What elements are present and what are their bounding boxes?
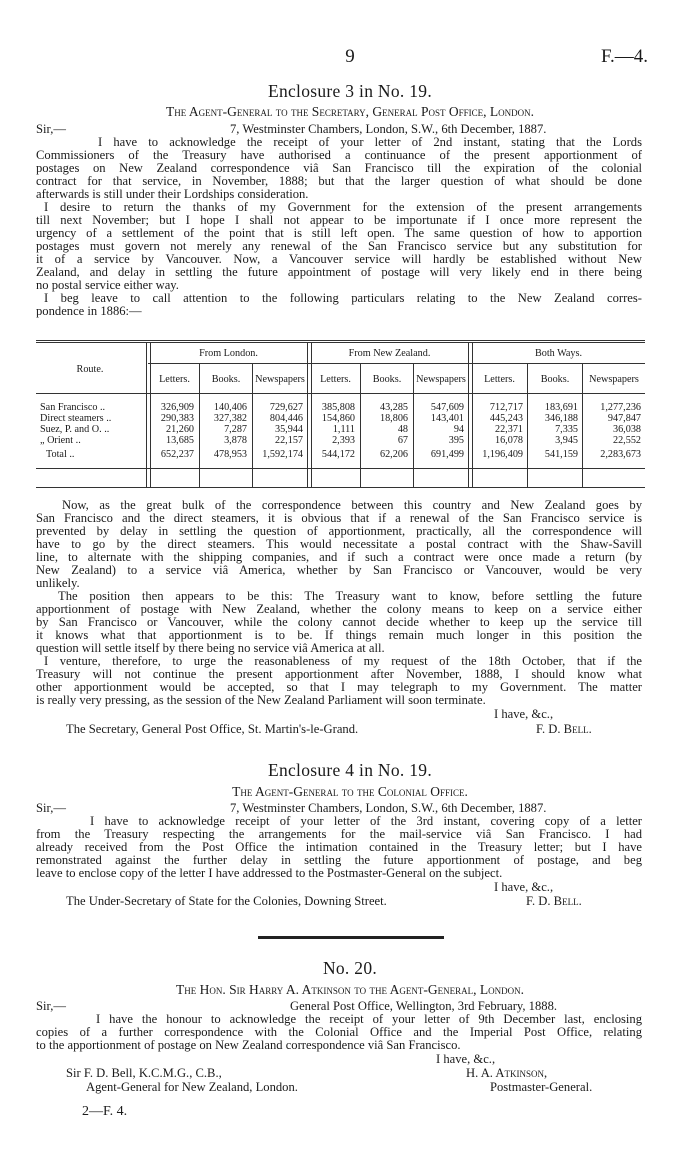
table-cell: 36,038 <box>612 424 641 435</box>
table-rule <box>36 487 645 488</box>
table-cell: 62,206 <box>379 449 408 460</box>
text-line: I venture, therefore, to urge the reasonableness of my request of the 18th October, that if the <box>44 654 642 668</box>
table-group-header: From New Zealand. <box>348 348 431 359</box>
no-20-heading: No. 20. <box>322 958 378 978</box>
table-cell: 290,383 <box>160 413 194 424</box>
table-column-header: Letters. <box>484 374 515 385</box>
no-20-signature-name: H. A. Atkinson, <box>466 1066 548 1080</box>
table-cell: 48 <box>397 424 408 435</box>
table-cell: 16,078 <box>494 435 523 446</box>
text-line: other apportionment would be accepted, so that I may telegraph to my Government. The matter <box>36 680 642 694</box>
session-reference: F.—4. <box>600 46 648 67</box>
table-rule <box>148 363 645 364</box>
table-cell: 445,243 <box>489 413 523 424</box>
table-cell: 804,446 <box>269 413 303 424</box>
no-20-salutation: Sir,— <box>36 999 66 1013</box>
text-line: till next November; but I hope I shall not appear to be importunate if I once more represent the <box>36 213 642 227</box>
no-20-address: General Post Office, Wellington, 3rd February, 1888. <box>290 999 558 1013</box>
table-cell: 3,878 <box>224 435 247 446</box>
text-line: contract for that service, in November, 1888; but that the larger question of what should be done <box>36 174 642 188</box>
text-line: unlikely. <box>36 576 80 590</box>
text-line: New Zealand) to a service viâ America, whether by San Francisco or Vancouver, would be very <box>36 563 642 577</box>
enclosure-3-from-to: The Agent-General to the Secretary, General Post Office, London. <box>166 104 534 119</box>
text-line: by San Francisco or Vancouver, while the colony cannot decide whether to keep up the service till <box>36 615 642 629</box>
table-column-header: Books. <box>372 374 402 385</box>
text-line: leave to enclose copy of the letter I have addressed to the Postmaster-General on the subject. <box>36 866 503 880</box>
text-line: Now, as the great bulk of the correspondence between this country and New Zealand goes by <box>62 498 642 512</box>
no-20-addressee-line-2: Agent-General for New Zealand, London. <box>86 1080 298 1094</box>
text-line: copies of a further correspondence with the Colonial Office and the Imperial Post Office, relating <box>36 1025 642 1039</box>
page-footer: 2—F. 4. <box>82 1104 128 1119</box>
table-cell: 7,335 <box>555 424 578 435</box>
page-number: 9 <box>345 46 355 67</box>
table-cell: 547,609 <box>430 402 464 413</box>
table-cell: 385,808 <box>321 402 355 413</box>
enclosure-4-signature: F. D. Bell. <box>526 894 582 908</box>
text-line: remonstrated against the further delay in settling the future apportionment of postage, and beg <box>36 853 642 867</box>
table-cell: 544,172 <box>321 449 355 460</box>
text-line: apportionment of postage with New Zealand, whether the colony means to keep on a service either <box>36 602 642 616</box>
table-cell: 154,860 <box>321 413 355 424</box>
table-cell: 712,717 <box>489 402 523 413</box>
no-20-from-to: The Hon. Sir Harry A. Atkinson to the Agent-General, London. <box>176 982 524 997</box>
table-cell: 21,260 <box>165 424 194 435</box>
table-cell: 3,945 <box>555 435 578 446</box>
table-cell: 22,552 <box>612 435 641 446</box>
text-line: have to go by the direct steamers. This would necessitate a postal contract with the Shaw-Savill <box>36 537 642 551</box>
text-line: pondence in 1886:— <box>36 304 142 318</box>
table-cell: 327,382 <box>213 413 247 424</box>
table-column-header: Newspapers <box>416 374 466 385</box>
table-column-header: Letters. <box>320 374 351 385</box>
table-cell: 67 <box>397 435 408 446</box>
text-line: The position then appears to be this: The Treasury want to know, before settling the future <box>58 589 642 603</box>
enclosure-4-address: 7, Westminster Chambers, London, S.W., 6th December, 1887. <box>230 801 547 815</box>
enclosure-3-salutation: Sir,— <box>36 122 66 136</box>
table-cell: 2,283,673 <box>600 449 641 460</box>
text-line: Commissioners of the Treasury have authorised a continuance of the present apportionment of <box>36 148 642 162</box>
enclosure-4-heading: Enclosure 4 in No. 19. <box>267 760 433 780</box>
table-cell: 7,287 <box>224 424 247 435</box>
table-rule <box>36 468 645 469</box>
table-route-cell: Suez, P. and O. .. <box>40 424 110 435</box>
text-line: Treasury will not continue the present apportionment after November, 1888, I should know what <box>36 667 642 681</box>
table-cell: 18,806 <box>379 413 408 424</box>
table-rule <box>36 340 645 341</box>
text-line: afterwards is still under their Lordships consideration. <box>36 187 309 201</box>
correspondence-table <box>36 340 645 489</box>
enclosure-4-from-to: The Agent-General to the Colonial Office. <box>232 784 468 799</box>
section-divider <box>258 936 444 939</box>
table-route-header: Route. <box>76 364 104 375</box>
enclosure-3-addressee: The Secretary, General Post Office, St. Martin's-le-Grand. <box>66 722 359 736</box>
table-route-cell: Direct steamers .. <box>40 413 112 424</box>
table-rule <box>36 393 645 394</box>
table-cell: 94 <box>453 424 464 435</box>
table-cell: 947,847 <box>607 413 641 424</box>
table-cell: 1,196,409 <box>482 449 523 460</box>
table-cell: 140,406 <box>213 402 247 413</box>
table-cell: 1,111 <box>332 424 355 435</box>
table-cell: 652,237 <box>160 449 194 460</box>
table-cell: 541,159 <box>544 449 578 460</box>
enclosure-4-closing: I have, &c., <box>494 880 554 894</box>
table-cell: 1,277,236 <box>600 402 641 413</box>
text-line: San Francisco and the direct steamers, it is obvious that if a renewal of the San Francisco service is <box>36 511 642 525</box>
no-20-signature-title: Postmaster-General. <box>490 1080 593 1094</box>
table-route-cell: San Francisco .. <box>40 402 106 413</box>
table-cell: 143,401 <box>430 413 464 424</box>
text-line: postages must govern not merely any renewal of the San Francisco service but any substitution for <box>36 239 642 253</box>
table-cell: 183,691 <box>544 402 578 413</box>
text-line: I have the honour to acknowledge the receipt of your letter of 9th December last, enclosing <box>96 1012 642 1026</box>
text-line: it knows what that apportionment is to be. If things remain much longer in this position the <box>36 628 642 642</box>
table-column-header: Newspapers <box>589 374 639 385</box>
table-cell: 43,285 <box>379 402 408 413</box>
table-column-header: Newspapers <box>255 374 305 385</box>
text-line: prevented by delay in settling the question of apportionment, practically, all the correspondence will <box>36 524 642 538</box>
table-cell: 395 <box>448 435 464 446</box>
table-column-header: Books. <box>211 374 241 385</box>
text-line: I have to acknowledge the receipt of your letter of 2nd instant, stating that the Lords <box>98 135 642 149</box>
enclosure-4-addressee: The Under-Secretary of State for the Colonies, Downing Street. <box>66 894 387 908</box>
text-line: to the apportionment of postage on New Zealand correspondence viâ San Francisco. <box>36 1038 461 1052</box>
table-cell: 1,592,174 <box>262 449 303 460</box>
table-cell: 346,188 <box>544 413 578 424</box>
table-cell: 691,499 <box>430 449 464 460</box>
enclosure-4-salutation: Sir,— <box>36 801 66 815</box>
text-line: from the Treasury respecting the arrangements for the mail-service viâ San Francisco. I had <box>36 827 642 841</box>
table-cell: 478,953 <box>213 449 247 460</box>
table-rule <box>36 342 645 343</box>
text-line: already received from the Post Office the intimation contained in the Treasury letter; but I have <box>36 840 642 854</box>
enclosure-3-closing: I have, &c., <box>494 707 554 721</box>
enclosure-3-heading: Enclosure 3 in No. 19. <box>267 81 433 101</box>
text-line: postages on New Zealand correspondence viâ San Francisco till the expiration of the colonial <box>36 161 642 175</box>
table-cell: 22,157 <box>274 435 303 446</box>
table-cell: 729,627 <box>269 402 303 413</box>
text-line: I desire to return the thanks of my Government for the extension of the present arrangements <box>44 200 642 214</box>
text-line: is really very pressing, as the session of the New Zealand Parliament will soon terminate. <box>36 693 486 707</box>
table-cell: 35,944 <box>274 424 303 435</box>
enclosure-3-signature: F. D. Bell. <box>536 722 592 736</box>
table-cell: 22,371 <box>494 424 523 435</box>
no-20-closing: I have, &c., <box>436 1052 496 1066</box>
text-line: question will settle itself by there being no service viâ America at all. <box>36 641 385 655</box>
table-group-header: From London. <box>199 348 258 359</box>
text-line: I have to acknowledge receipt of your letter of the 3rd instant, covering copy of a letter <box>90 814 642 828</box>
table-column-header: Letters. <box>159 374 190 385</box>
text-line: urgency of a settlement of the point that is still left open. The same question of how to apportion <box>36 226 642 240</box>
table-cell: 13,685 <box>165 435 194 446</box>
no-20-addressee-line-1: Sir F. D. Bell, K.C.M.G., C.B., <box>66 1066 222 1080</box>
table-cell: 326,909 <box>160 402 194 413</box>
text-line: I beg leave to call attention to the following particulars relating to the New Zealand corres- <box>44 291 642 305</box>
text-line: line, to alternate with the shipping companies, and if such a contract were once made a return (by <box>36 550 642 564</box>
text-line: Zealand, and delay in settling the future appointment of postage will very likely end in there being <box>36 265 642 279</box>
table-column-header: Books. <box>540 374 570 385</box>
text-line: no postal service either way. <box>36 278 179 292</box>
text-line: it of a service by Vancouver. Now, a Vancouver service will hardly be established without New <box>36 252 642 266</box>
table-cell: 2,393 <box>332 435 355 446</box>
table-route-cell: Total .. <box>46 449 75 460</box>
table-group-header: Both Ways. <box>534 348 583 359</box>
enclosure-3-address: 7, Westminster Chambers, London, S.W., 6th December, 1887. <box>230 122 547 136</box>
table-route-cell: „ Orient .. <box>40 435 81 446</box>
